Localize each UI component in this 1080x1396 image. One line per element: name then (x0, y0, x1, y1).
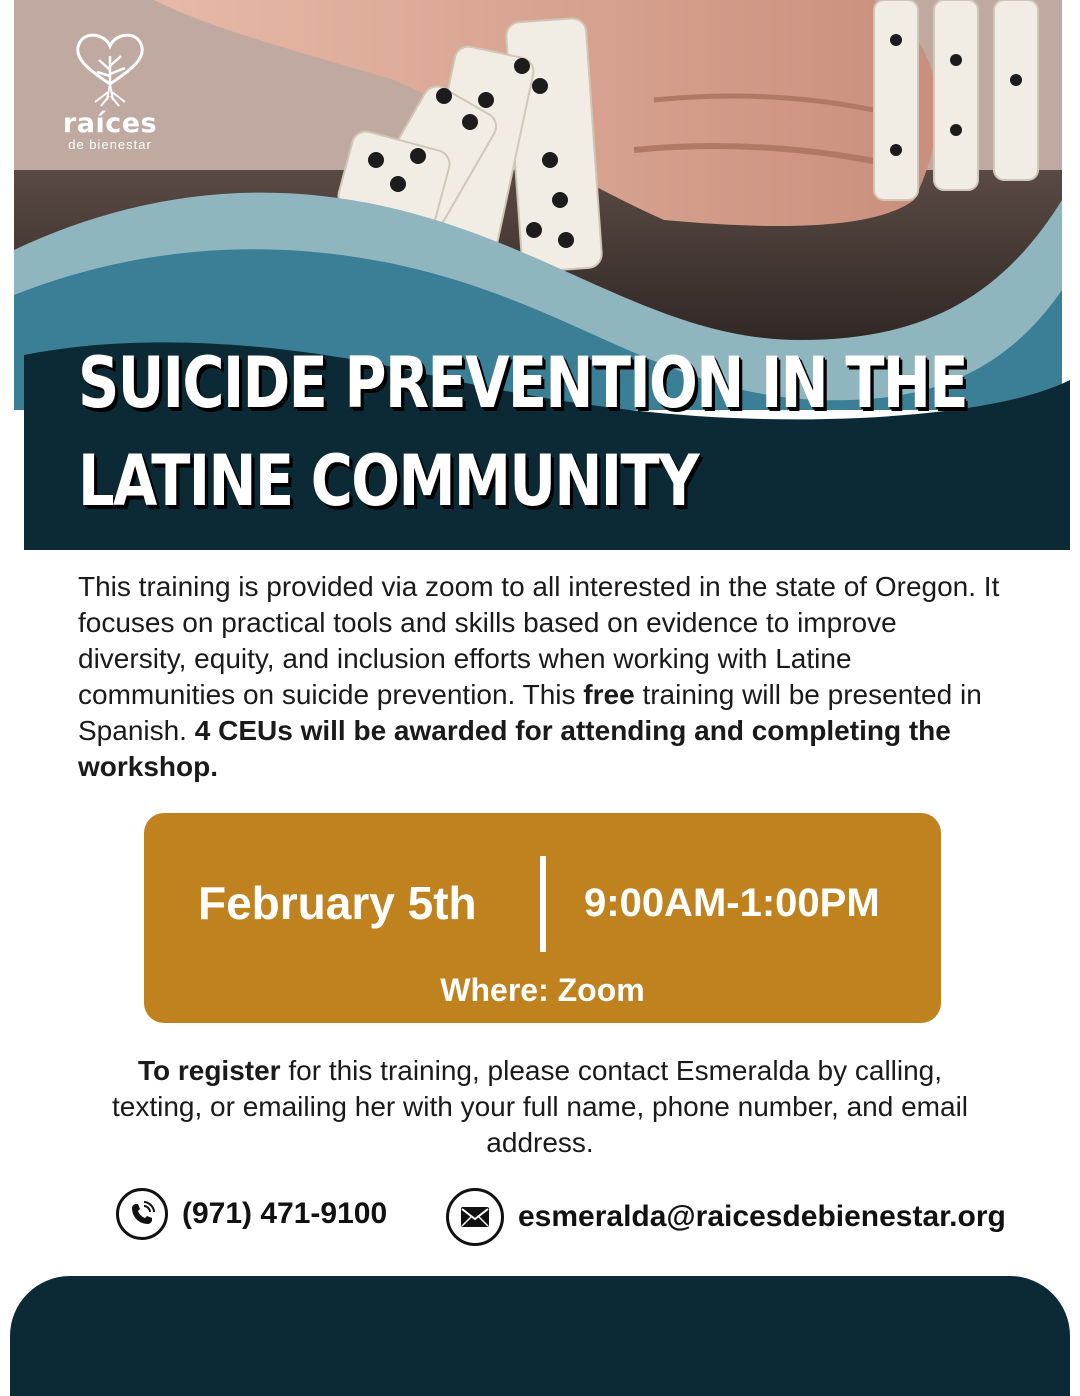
event-location: Where: Zoom (440, 972, 645, 1008)
training-description (78, 569, 1008, 785)
email-contact[interactable] (446, 1188, 1006, 1246)
description-ceus: 4 CEUs will be awarded for attending and completing the workshop. (78, 715, 951, 782)
event-date: February 5th (198, 877, 477, 929)
description-text-2: training will be presented in Spanish. (78, 679, 982, 746)
title-line-2: LATINE COMMUNITY (78, 440, 698, 522)
description-free: free (583, 679, 635, 710)
phone-icon (116, 1188, 168, 1240)
registration-info (90, 1053, 990, 1161)
phone-number: (971) 471-9100 (182, 1197, 388, 1230)
register-lead: To register (137, 1055, 281, 1086)
envelope-icon (446, 1188, 504, 1246)
title-line-1: SUICIDE PREVENTION IN THE (78, 342, 967, 424)
event-details-box (144, 813, 941, 1023)
event-time: 9:00AM-1:00PM (584, 881, 880, 925)
description-text: This training is provided via zoom to all interested in the state of Oregon. It focuses on practical tools and skills based on evidence to improve diversity, equity, and inclusion efforts when working with Latine communities on suicide prevention. This (78, 571, 1000, 710)
page-title (78, 334, 967, 530)
logo-subname: de bienestar (68, 137, 152, 152)
logo-name: raíces (62, 108, 158, 139)
register-text: for this training, please contact Esmeralda by calling, texting, or emailing her with your full name, phone number, and email address. (111, 1055, 969, 1158)
phone-contact[interactable] (116, 1188, 387, 1240)
event-divider (540, 856, 546, 952)
footer-band (10, 1276, 1070, 1396)
email-address: esmeralda@raicesdebienestar.org (518, 1200, 1006, 1233)
